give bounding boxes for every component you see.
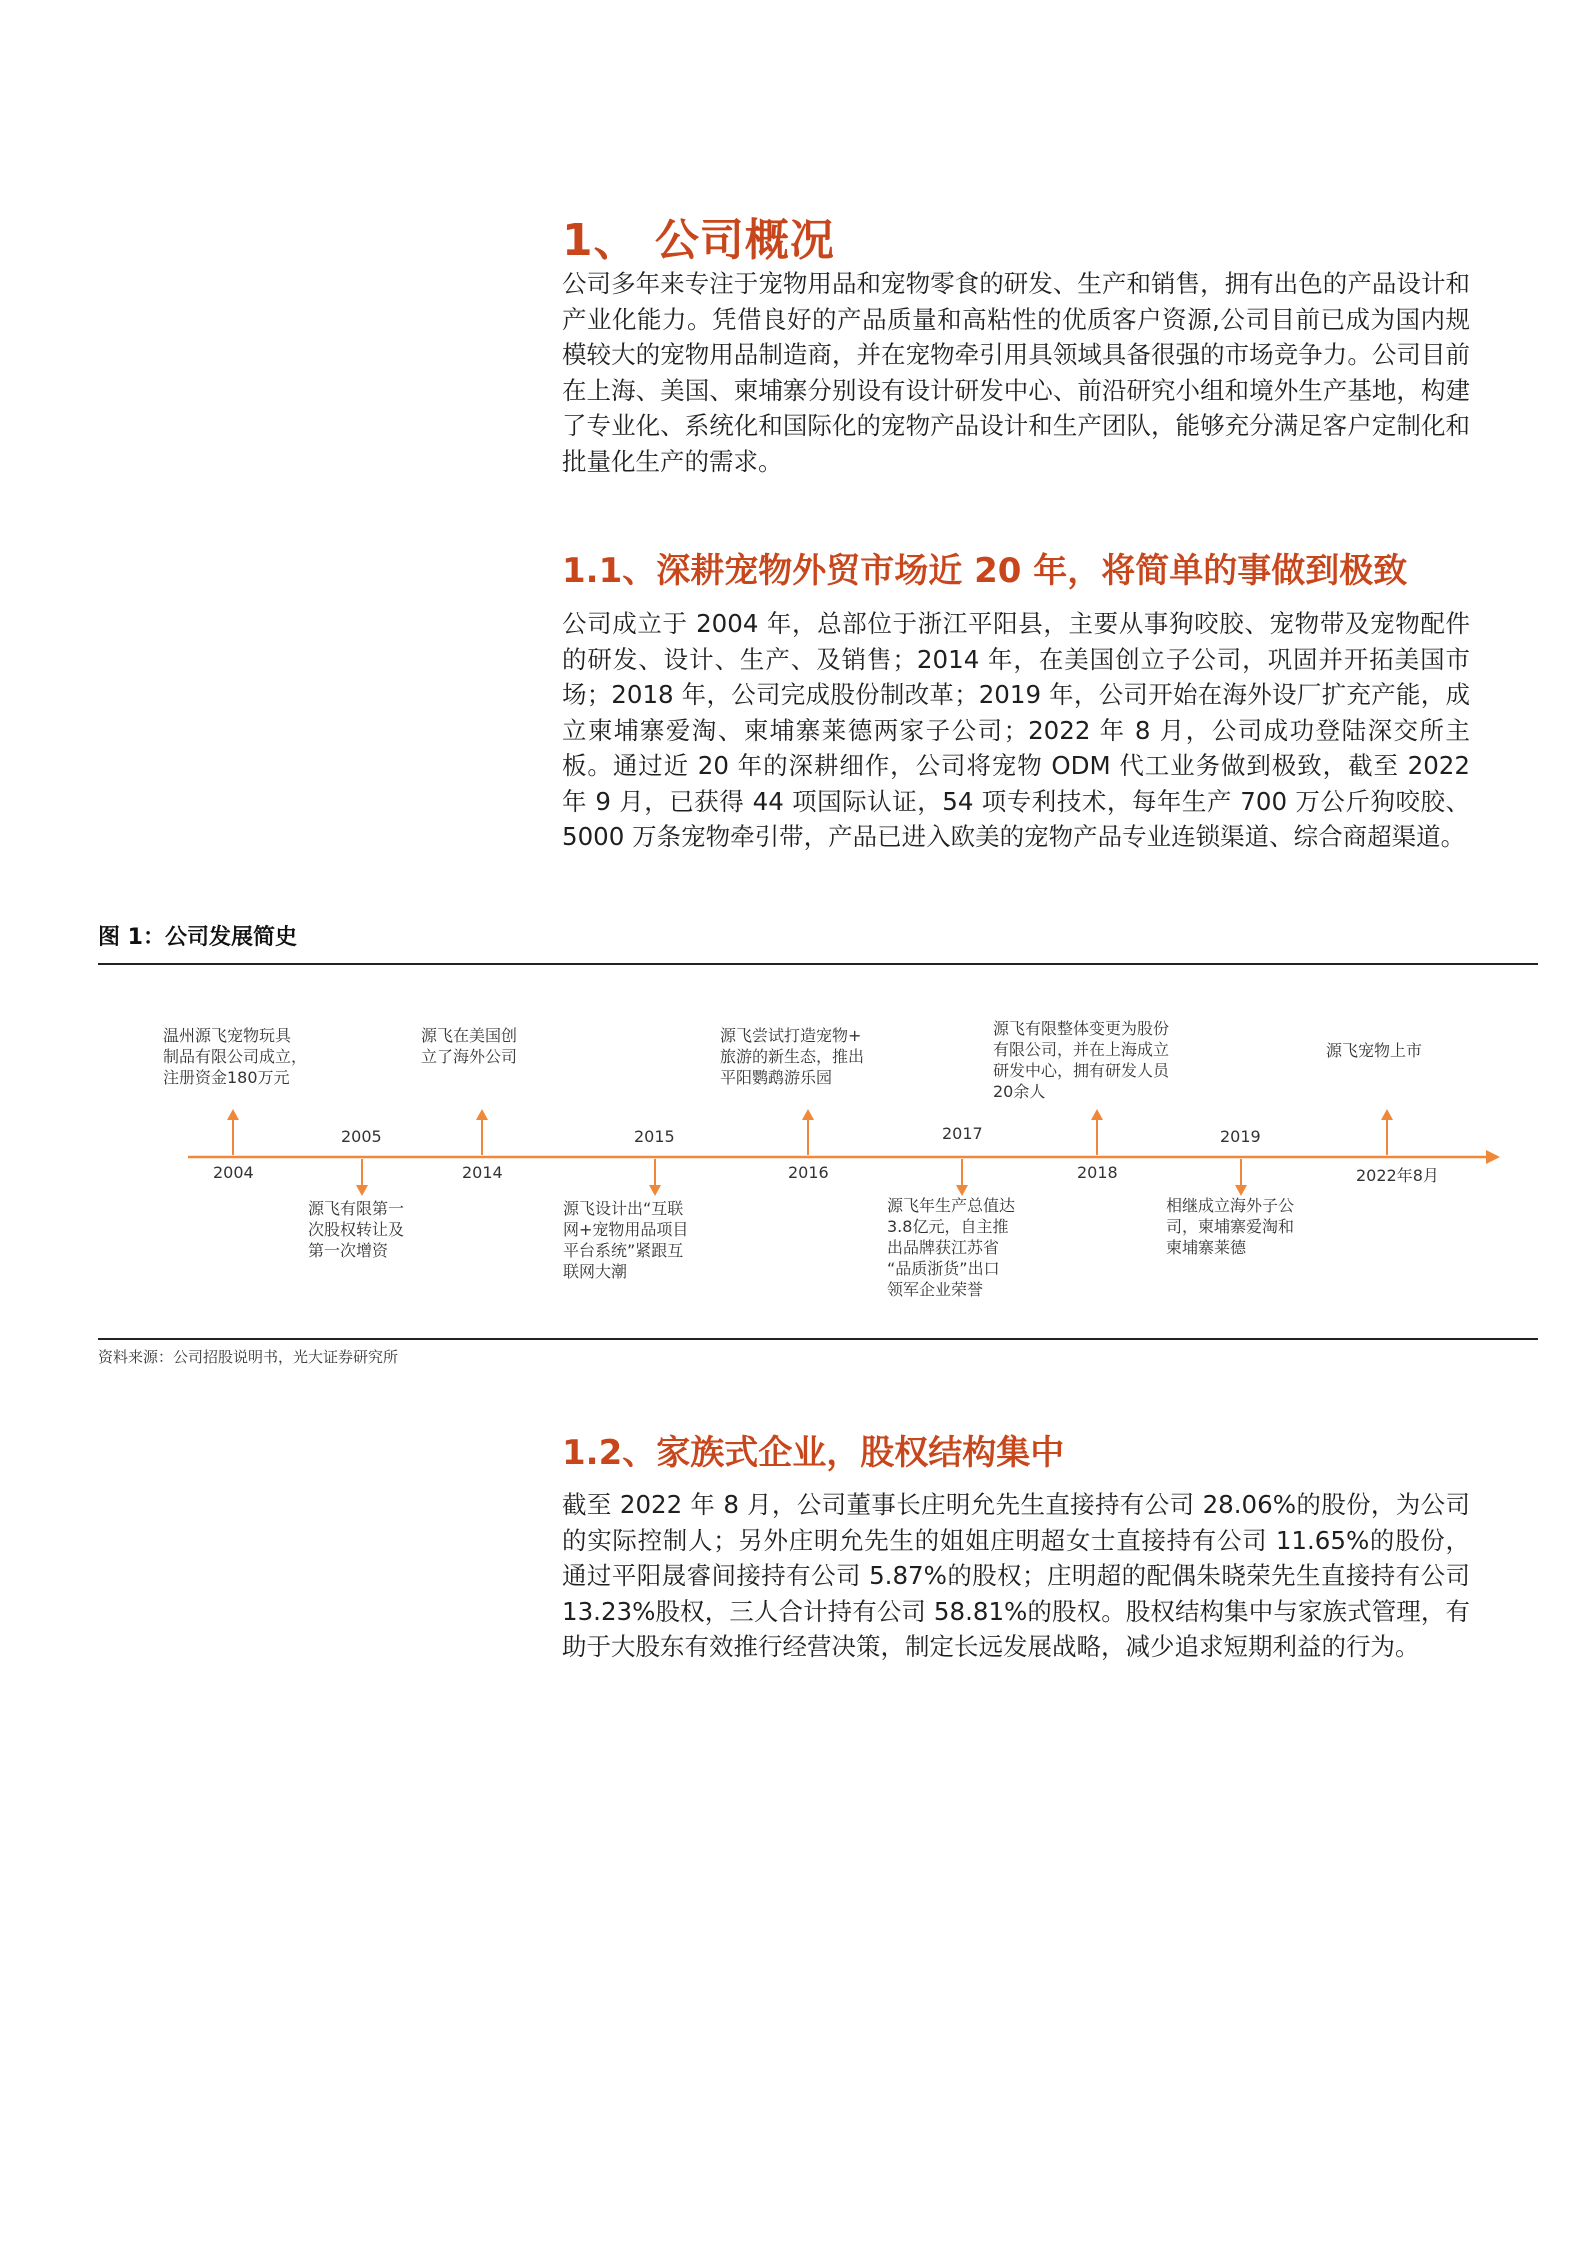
timeline-year-label: 2019 — [1220, 1127, 1261, 1146]
section-heading-1-1: 1.1、深耕宠物外贸市场近 20 年，将简单的事做到极致 — [562, 551, 1408, 591]
company-overview-paragraph: 公司多年来专注于宠物用品和宠物零食的研发、生产和销售，拥有出色的产品设计和产业化能力。凭借良好的产品质量和高粘性的优质客户资源,公司目前已成为国内规模较大的宠物用品制造商，并在宠物牵引用具领域具备很强的市场竞争力。公司目前在上海、美国、柬埔寨分别设有设计研发中心、前沿研究小组和境外生产基地，构建了专业化、系统化和国际化的宠物产品设计和生产团队，能够充分满足客户定制化和批量化生产的需求。 — [562, 269, 1470, 476]
section-heading-company-overview: 1、 公司概况 — [562, 215, 835, 266]
figure-bottom-rule — [98, 1338, 1538, 1340]
timeline-event-text: 源飞有限第一 次股权转让及 第一次增资 — [308, 1199, 405, 1260]
timeline-year-label: 2005 — [341, 1127, 382, 1146]
timeline-arrowhead — [1381, 1109, 1393, 1120]
timeline-arrowhead — [649, 1185, 661, 1196]
timeline-year-label: 2018 — [1077, 1163, 1118, 1182]
timeline-year-label: 2015 — [634, 1127, 675, 1146]
section-heading-1-2: 1.2、家族式企业，股权结构集中 — [562, 1433, 1065, 1473]
timeline-arrowhead — [356, 1185, 368, 1196]
timeline-event-text: 源飞尝试打造宠物+ 旅游的新生态，推出 平阳鹦鹉游乐园 — [720, 1026, 865, 1087]
timeline-event-text: 相继成立海外子公 司，柬埔寨爱淘和 柬埔寨莱德 — [1166, 1196, 1295, 1257]
timeline-year-label: 2017 — [942, 1124, 983, 1143]
timeline-event-text: 源飞设计出“互联 网+宠物用品项目 平台系统”紧跟互 联网大潮 — [563, 1199, 689, 1281]
figure-source: 资料来源：公司招股说明书，光大证券研究所 — [98, 1348, 399, 1366]
ownership-paragraph: 截至 2022 年 8 月，公司董事长庄明允先生直接持有公司 28.06%的股份，为公司的实际控制人；另外庄明允先生的姐姐庄明超女士直接持有公司 11.65%的股份，通过平阳晟睿间接持有公司 5.87%的股权；庄明超的配偶朱晓荣先生直接持有公司 13.23%股权，三人合计持有公司 58.81%的股权。股权结构集中与家族式管理，有助于大股东有效推行经营决策，制定长远发展战略，减少追求短期利益的行为。 — [562, 1490, 1470, 1661]
timeline-event-text: 源飞在美国创 立了海外公司 — [421, 1026, 518, 1066]
timeline-axis-arrowhead — [1486, 1150, 1500, 1164]
timeline-event-text: 温州源飞宠物玩具 制品有限公司成立， 注册资金180万元 — [163, 1026, 308, 1087]
timeline-year-label: 2022年8月 — [1356, 1166, 1439, 1185]
timeline-arrowhead — [1091, 1109, 1103, 1120]
figure-title: 图 1：公司发展简史 — [98, 925, 297, 950]
timeline-arrowhead — [802, 1109, 814, 1120]
timeline-year-label: 2016 — [788, 1163, 829, 1182]
timeline-event-text: 源飞有限整体变更为股份 有限公司，并在上海成立 研发中心，拥有研发人员 20余人 — [993, 1019, 1170, 1101]
timeline-arrowhead — [227, 1109, 239, 1120]
timeline-year-label: 2004 — [213, 1163, 254, 1182]
figure-top-rule — [98, 963, 1538, 965]
timeline-event-text: 源飞宠物上市 — [1326, 1041, 1423, 1060]
timeline-year-label: 2014 — [462, 1163, 503, 1182]
timeline-event-text: 源飞年生产总值达 3.8亿元，自主推 出品牌获江苏省 “品质浙货”出口 领军企业荣誉 — [887, 1196, 1016, 1299]
timeline-arrowhead — [476, 1109, 488, 1120]
history-paragraph: 公司成立于 2004 年，总部位于浙江平阳县，主要从事狗咬胶、宠物带及宠物配件的研发、设计、生产、及销售；2014 年，在美国创立子公司，巩固并开拓美国市场；2018 年，公司完成股份制改革；2019 年，公司开始在海外设厂扩充产能，成立柬埔寨爱淘、柬埔寨莱德两家子公司；2022 年 8 月，公司成功登陆深交所主板。通过近 20 年的深耕细作，公司将宠物 ODM 代工业务做到极致，截至 2022 年 9 月，已获得 44 项国际认证，54 项专利技术，每年生产 700 万公斤狗咬胶、5000 万条宠物牵引带，产品已进入欧美的宠物产品专业连锁渠道、综合商超渠道。 — [562, 609, 1470, 851]
